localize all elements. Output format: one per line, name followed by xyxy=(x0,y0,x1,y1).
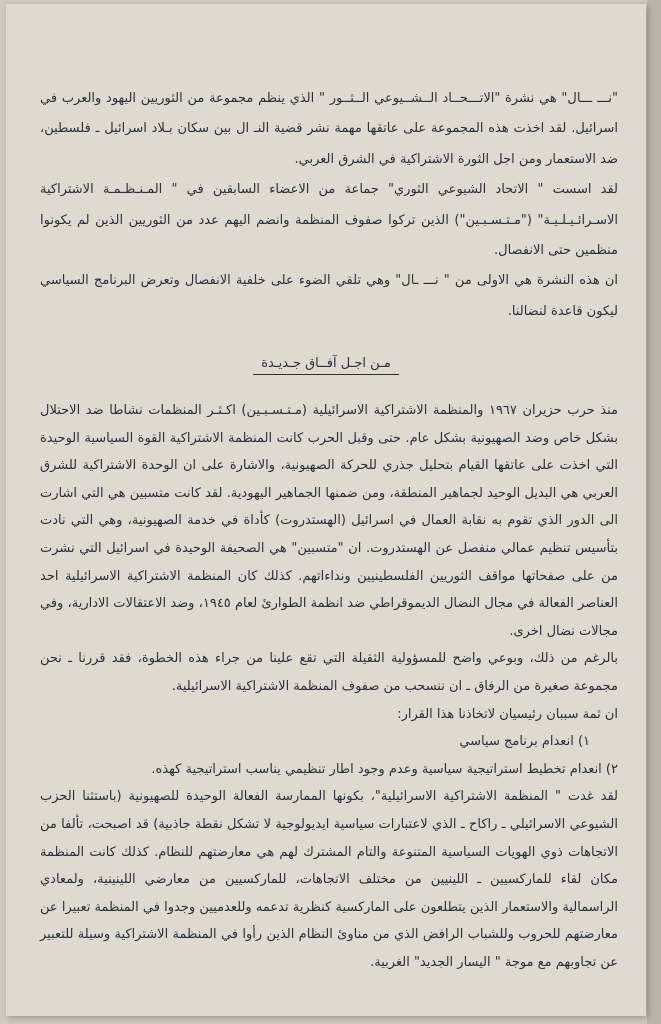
intro-paragraph-1: "نـــ ـــال" هي نشرة "الاتـــحــاد الــشــيوعي الــثــور " الذي ينظم مجموعة من الثوريين اليهود والعرب في اسرائيل. لقد اخذت هذه المجموعة على عاتقها مهمة نشر قضية النـ ال بين سكان بـلاد اسرائيل ـ فلسطين، ضد الاستعمار ومن اجل الثورة الاشتراكية في الشرق العربي. xyxy=(40,91,618,167)
intro-paragraph-2: لقد اسست " الاتحاد الشيوعي الثوري" جماعة من الاعضاء السابقين في " المـنـظـمـة الاشتراكية الاسـرائـيـلـيـة" ("مـتـسـبـين") الذين تركوا صفوف المنظمة وانضم اليهم عدد من الثوريين الذين لم يكونوا منظمين حتى الانفصال. xyxy=(40,182,618,259)
reason-item-1: ١) انعدام برنامج سياسي xyxy=(459,734,590,750)
intro-section xyxy=(40,84,618,327)
section-title-text: مـن اجـل آفــاق جـديـدة xyxy=(253,356,399,375)
reason-item-2: ٢) انعدام تخطيط استراتيجية سياسية وعدم وجود اطار تنظيمي يناسب استراتيجية كهذه. xyxy=(151,761,618,777)
body-paragraph-1: منذ حرب حزيران ١٩٦٧ والمنظمة الاشتراكية الاسرائيلية (مـتـسـبـين) اكـثـر المنظمات نشاطا ضد الاحتلال بشكل خاص وضد الصهيونية بشكل عام. حتى وقبل الحرب كانت المنظمة الاشتراكية القوة السياسية الوحيدة التي اخذت على عاتقها القيام بتحليل جذري للحركة الصهيونية، والاشارة على ان الوحدة الاشتراكية للشرق العربي هي البديل الوحيد لجماهير المنطقة، ومن ضمنها الجماهير اليهودية. لقد كانت متسبين هي التي اشارت الى الدور الذي تقوم به نقابة العمال في اسرائيل (الهستدروت) كأداة في خدمة الصهيونية، وهي التي نادت بتأسيس تنظيم عمالي منفصل عن الهستدروت. ان "متسبين" هي الصحيفة الوحيدة في اسرائيل التي نشرت من على صفحاتها مواقف الثوريين الفلسطينيين ونداءاتهم. كذلك كان المنظمة الاشتراكية الاسرائيلية احد العناصر الفعالة في مجال النضال الديموقراطي ضد انظمة الطوارئ لعام ١٩٤٥، وضد الاعتقالات الادارية، وفي مجالات نضال اخرى. xyxy=(40,403,618,639)
section-title xyxy=(6,356,646,375)
body-paragraph-3: ان ثمة سببان رئيسيان لاتخاذنا هذا القرار: xyxy=(397,706,618,722)
body-paragraph-4: لقد غدت " المنظمة الاشتراكية الاسرائيلية"، بكونها الممارسة الفعالة الوحيدة للصهيونية (باستثنا الحزب الشيوعي الاسرائيلي ـ راكاح ـ الذي لاعتبارات سياسية ايديولوجية لا تشكل نقطة جاذبية) قد اصبحت، تألفا من الاتجاهات ذوي الهويات السياسية المتنوعة والتام المشترك لهم هي معارضتهم للنظام. كذلك كانت المنظمة مكان لقاء للماركسيين ـ اللينيين من مختلف الاتجاهات، للماركسيين من معارضي اللينينية، ولمعادي الراسمالية والاستعمار الذين يتطلعون على الماركسية كنظرية تدعمه وللعدميين وجدوا في المنظمة تعبيرا عن معارضتهم للحروب وللشباب الرافض الذي من مناوئ النظام الذين رأوا في المنظمة الاشتراكية وسيلة للتعبير عن تجاوبهم مع موجة " اليسار الجديد" الغربية. xyxy=(40,789,618,970)
body-paragraph-2: بالرغم من ذلك، وبوعي واضح للمسؤولية الثقيلة التي تقع علينا من جراء هذه الخطوة، فقد قررنا ـ نحن مجموعة صغيرة من الرفاق ـ ان ننسحب من صفوف المنظمة الاشتراكية الاسرائيلية. xyxy=(40,651,618,694)
intro-paragraph-3: ان هذه النشرة هي الاولى من " نـــ ـال" وهي تلقي الضوء على خلفية الانفصال وتعرض البرنامج السياسي ليكون قاعدة لنضالنا. xyxy=(40,273,618,319)
body-section xyxy=(40,397,618,976)
paper-shadow-edge xyxy=(647,0,661,1024)
document-page xyxy=(6,4,646,1016)
